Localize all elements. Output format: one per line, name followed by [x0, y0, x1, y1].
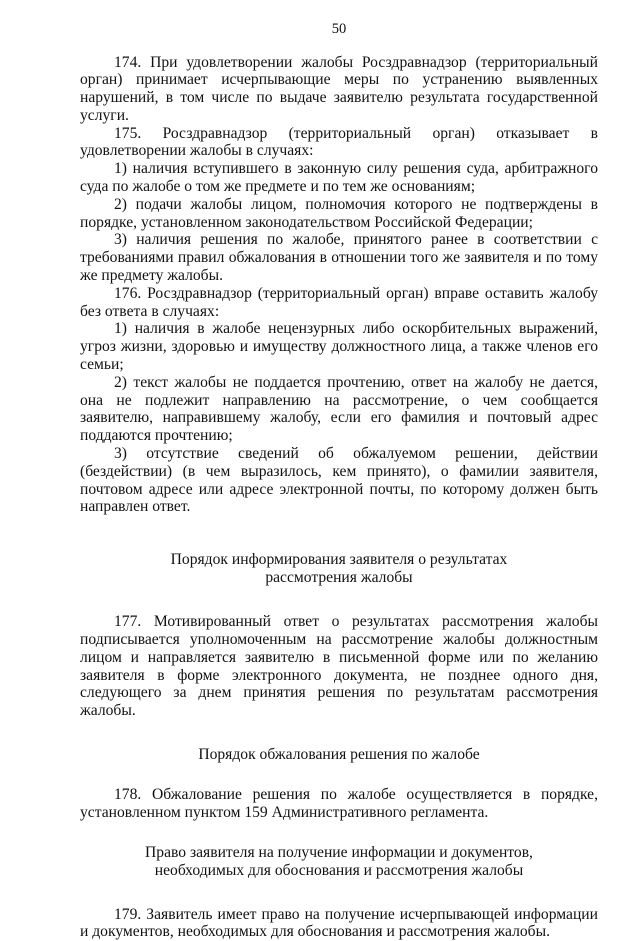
paragraph-176-item-2: 2) текст жалобы не поддается прочтению, ответ на жалобу не дается, она не подлежит направлению на рассмотрение, о чем сообщается заявителю, направившему жалобу, если его фамилия и почтовый адрес поддаются прочтению;	[80, 373, 598, 445]
heading-line: Право заявителя на получение информации и документов,	[145, 843, 533, 861]
paragraph-174: 174. При удовлетворении жалобы Росздравнадзор (территориальный орган) принимает исчерпывающие меры по устранению выявленных нарушений, в том числе по выдаче заявителю результата государственной услуги.	[80, 53, 598, 124]
heading-line: Порядок обжалования решения по жалобе	[198, 746, 480, 763]
paragraph-175-item-1: 1) наличия вступившего в законную силу решения суда, арбитражного суда по жалобе о том же предмете и по тем же основаниям;	[80, 160, 598, 196]
paragraph-178: 178. Обжалование решения по жалобе осуществляется в порядке, установленном пунктом 159 Административного регламента.	[80, 786, 598, 821]
paragraph-175-item-2: 2) подачи жалобы лицом, полномочия которого не подтверждены в порядке, установленном законодательством Российской Федерации;	[80, 195, 598, 231]
heading-line: рассмотрения жалобы	[265, 569, 413, 587]
paragraph-176: 176. Росздравнадзор (территориальный орган) вправе оставить жалобу без ответа в случаях:	[80, 284, 598, 320]
paragraph-176-item-1: 1) наличия в жалобе нецензурных либо оскорбительных выражений, угроз жизни, здоровью и имуществу должностного лица, а также членов его семьи;	[80, 320, 598, 374]
paragraph-179: 179. Заявитель имеет право на получение исчерпывающей информации и документов, необходимых для обоснования и рассмотрения жалобы.	[80, 905, 598, 941]
page-number: 50	[331, 21, 347, 37]
paragraph-175: 175. Росздравнадзор (территориальный орган) отказывает в удовлетворении жалобы в случаях:	[80, 124, 598, 160]
paragraph-177: 177. Мотивированный ответ о результатах рассмотрения жалобы подписывается уполномоченным на рассмотрение жалобы должностным лицом и направляется заявителю в письменной форме или по желанию заявителя в форме электронного документа, не позднее одного дня, следующего за днем принятия решения по результатам рассмотрения жалобы.	[80, 613, 598, 720]
section-heading-right-to-info	[80, 844, 598, 880]
paragraph-176-item-3: 3) отсутствие сведений об обжалуемом решении, действии (бездействии) (в чем выразилось, кем принято), о фамилии заявителя, почтовом адресе или адресе электронной почты, по которому должен быть направлен ответ.	[80, 445, 598, 516]
section-heading-informing	[80, 551, 598, 587]
heading-line: необходимых для обоснования и рассмотрения жалобы	[154, 861, 524, 879]
heading-line: Порядок информирования заявителя о результатах	[170, 551, 508, 569]
section-heading-appeal	[80, 746, 598, 764]
paragraph-175-item-3: 3) наличия решения по жалобе, принятого ранее в соответствии с требованиями правил обжалования в отношении того же заявителя и по тому же предмету жалобы.	[80, 231, 598, 285]
